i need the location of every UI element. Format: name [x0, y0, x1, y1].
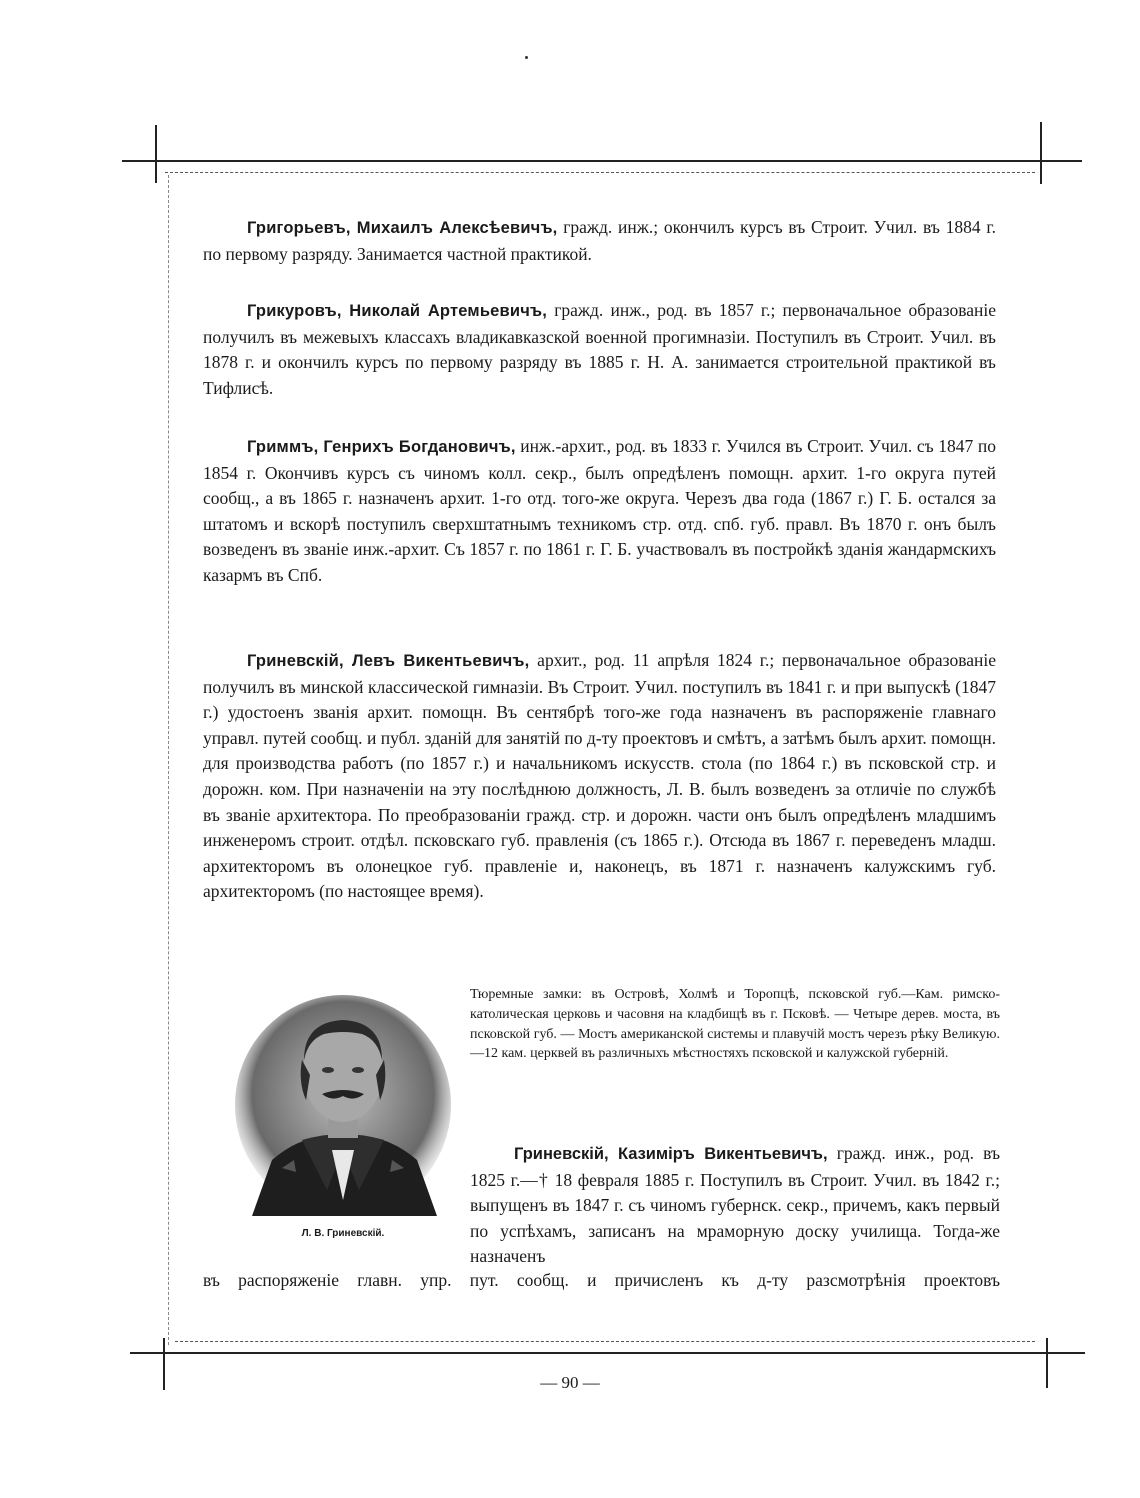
biography-entry — [203, 215, 996, 267]
entry-text: гражд. инж.; окончилъ курсъ въ Строит. Учил. въ 1884 г. по первому разряду. Занимается частной практикой. — [203, 217, 997, 264]
entry-text: архит., род. 11 апрѣля 1824 г.; первоначальное образованіе получилъ въ минской классической гимназіи. Въ Строит. Учил. поступилъ въ 1841 г. и при выпускѣ (1847 г.) удостоенъ званія архит. помощн. Въ сентябрѣ того-же года назначенъ въ распоряженіе главнаго управл. путей сообщ. и публ. зданій для занятій по д-ту проектовъ и смѣтъ, а затѣмъ былъ архит. помощн. для производства работъ (по 1857 г.) и начальникомъ искусств. стола (по 1864 г.) въ псковской стр. и дорожн. ком. При назначеніи на эту послѣднюю должность, Л. В. былъ возведенъ за отличіе по службѣ въ званіе архитектора. По преобразованіи гражд. стр. и дорожн. части онъ былъ опредѣленъ младшимъ инженеромъ строит. отдѣл. псковскаго губ. правленія (съ 1865 г.). Отсюда въ 1867 г. переведенъ младш. архитекторомъ въ олонецкое губ. правленіе и, наконецъ, въ 1871 г. назначенъ калужскимъ губ. архитекторомъ (по настоящее время). — [203, 650, 997, 902]
top-rule — [122, 160, 1082, 162]
speck-top — [525, 56, 528, 59]
entry-name: Григорьевъ, Михаилъ Алексѣевичъ, — [247, 219, 558, 237]
entry-text: гражд. инж., род. въ 1857 г.; первоначальное образованіе получилъ въ межевыхъ классахъ владикавказской военной прогимназіи. Поступилъ въ Строит. Учил. въ 1878 г. и окончилъ курсъ по первому разряду въ 1885 г. Н. А. занимается строительной практикой въ Тифлисѣ. — [203, 300, 996, 398]
bottom-rule — [130, 1352, 1085, 1354]
portrait-image — [232, 990, 454, 1216]
biography-entry — [203, 648, 996, 905]
portrait-caption: Л. В. Гриневскій. — [301, 1228, 385, 1239]
entry-continuation: въ распоряженіе главн. упр. пут. сообщ. и причисленъ къ д-ту разсмотрѣнія проектовъ — [203, 1270, 1000, 1290]
crop-mark-top-left — [155, 125, 157, 183]
entry-name: Грикуровъ, Николай Артемьевичъ, — [247, 302, 548, 320]
entry-name: Гриммъ, Генрихъ Богдановичъ, — [247, 438, 516, 456]
entry-text: гражд. инж., род. въ 1825 г.—† 18 февраля 1885 г. Поступилъ въ Строит. Учил. въ 1842 г.; выпущенъ въ 1847 г. съ чиномъ губернск. секр., причемъ, какъ первый по успѣхамъ, записанъ на мраморную доску училища. Тогда-же назначенъ — [470, 1143, 1000, 1267]
page-number: — 90 — — [540, 1373, 600, 1392]
entry-name: Гриневскій, Казиміръ Викентьевичъ, — [514, 1145, 828, 1163]
entry-text: инж.-архит., род. въ 1833 г. Учился въ Строит. Учил. съ 1847 по 1854 г. Окончивъ курсъ съ чиномъ колл. секр., былъ опредѣленъ помощн. архит. 1-го округа путей сообщ., а въ 1865 г. назначенъ архит. 1-го отд. того-же округа. Черезъ два года (1867 г.) Г. Б. остался за штатомъ и вскорѣ поступилъ сверхштатнымъ техникомъ стр. отд. спб. губ. правл. Въ 1870 г. онъ былъ возведенъ въ званіе инж.-архит. Съ 1857 г. по 1861 г. Г. Б. участвовалъ въ постройкѣ зданія жандармскихъ казармъ въ Спб. — [203, 436, 997, 585]
left-margin-rule — [168, 175, 169, 1345]
biography-entry — [203, 298, 996, 401]
entry-name: Гриневскій, Левъ Викентьевичъ, — [247, 652, 530, 670]
crop-mark-top-right — [1040, 122, 1042, 184]
bottom-rule-dashed — [175, 1341, 1035, 1342]
works-list: Тюремные замки: въ Островѣ, Холмѣ и Торопцѣ, псковской губ.—Кам. римско-католическая церковь и часовня на кладбищѣ въ г. Псковѣ. — Четыре дерев. моста, въ псковской губ. — Мостъ американской системы и плавучій мостъ черезъ рѣку Великую.—12 кам. церквей въ различныхъ мѣстностяхъ псковской и калужской губерній. — [470, 987, 1000, 1062]
top-rule-dashed — [165, 172, 1035, 173]
biography-entry — [203, 434, 996, 589]
biography-entry — [470, 1141, 1000, 1270]
